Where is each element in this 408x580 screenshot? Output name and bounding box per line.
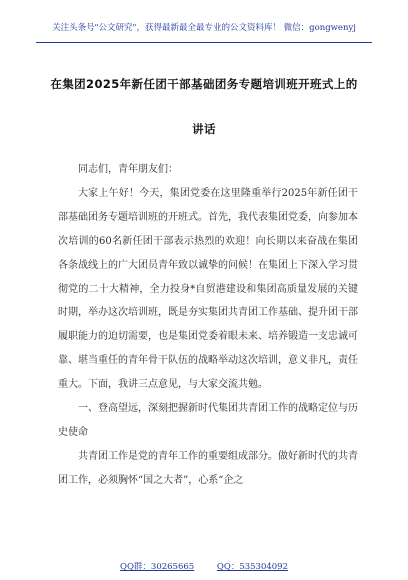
document-title-line-1: 在集团2025年新任团干部基础团务专题培训班开班式上的: [50, 77, 358, 91]
body-paragraph-2: 共青团工作是党的青年工作的重要组成部分。做好新时代的共青团工作，必须胸怀“国之大者”，心系“企之: [58, 450, 358, 486]
body-paragraph-1: 大家上午好！今天，集团党委在这里隆重举行2025年新任团干部基础团务专题培训班的开班式。首先，我代表集团党委，向参加本次培训的60名新任团干部表示热烈的欢迎！向长期以来奋战在集团各条战线上的广大团员青年致以诚挚的问候！在集团上下深入学习贯彻党的二十大精神，全力投身*自贸港建设和集团高质量发展的关键时期，举办这次培训班，既是夯实集团共青团工作基础、提升团干部履职能力的迫切需要，也是集团党委着眼未来、培养锻造一支忠诚可靠、堪当重任的青年骨干队伍的战略举动这次培训，意义非凡，责任重大。下面，我讲三点意见，与大家交流共勉。: [58, 187, 358, 391]
document-title-line-2: 讲话: [192, 122, 216, 136]
footer-qq: QQ：535304092: [216, 562, 288, 572]
header-banner: 关注头条号"公文研究"，获得最新最全最专业的公文资料库！ 微信：gongwenyj: [36, 22, 372, 43]
section-heading-1: 一、登高望远，深刻把握新时代集团共青团工作的战略定位与历史使命: [58, 403, 358, 438]
document-body: [58, 158, 358, 493]
footer-qq-group: QQ群：30265665: [119, 562, 195, 572]
footer-contact: [0, 560, 408, 572]
salutation: 同志们，青年朋友们：: [78, 164, 178, 175]
